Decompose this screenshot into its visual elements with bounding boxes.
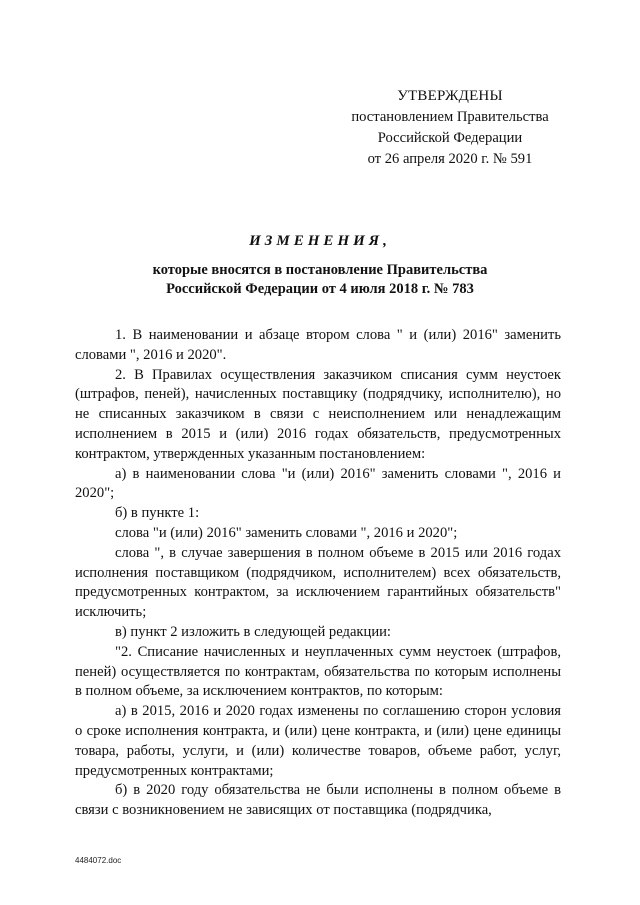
subtitle-line-2: Российской Федерации от 4 июля 2018 г. № 783 bbox=[166, 281, 474, 297]
paragraph: 1. В наименовании и абзаце втором слова " и (или) 2016" заменить словами ", 2016 и 2020". bbox=[75, 327, 561, 363]
document-title: ИЗМЕНЕНИЯ, bbox=[249, 233, 391, 249]
approval-line-1: постановлением Правительства bbox=[351, 109, 549, 125]
paragraph: б) в пункте 1: bbox=[115, 505, 200, 522]
paragraph: б) в 2020 году обязательства не были исполнены в полном объеме в связи с возникновением не зависящих от поставщика (подрядчика, bbox=[75, 782, 561, 819]
paragraph: а) в наименовании слова "и (или) 2016" заменить словами ", 2016 и 2020"; bbox=[75, 465, 561, 502]
document-body bbox=[75, 326, 561, 821]
file-name-footer: 4484072.doc bbox=[75, 856, 122, 865]
subtitle-line-1: которые вносятся в постановление Правительства bbox=[152, 262, 488, 278]
paragraph: слова "и (или) 2016" заменить словами ", 2016 и 2020"; bbox=[115, 524, 458, 541]
paragraph: 2. В Правилах осуществления заказчиком списания сумм неустоек (штрафов, пеней), начисленных поставщику (подрядчику, исполнителю), но не списанных заказчиком в связи с неисполнением или ненадлежащим исполнением в 2015 и (или) 2016 годах обязательств, предусмотренных контрактом, утвержденных указанным постановлением: bbox=[75, 366, 561, 462]
approval-line-2: Российской Федерации bbox=[377, 130, 523, 146]
approval-line-3: от 26 апреля 2020 г. № 591 bbox=[367, 151, 533, 167]
approval-block bbox=[330, 86, 570, 170]
paragraph: слова ", в случае завершения в полном объеме в 2015 или 2016 годах исполнения поставщиком (подрядчиком, исполнителем) всех обязательств, предусмотренных контрактом, за исключением гарантийных обязательств" исключить; bbox=[75, 544, 561, 621]
paragraph: "2. Списание начисленных и неуплаченных сумм неустоек (штрафов, пеней) осуществляется по контрактам, обязательства по которым исполнены в полном объеме, за исключением контрактов, по которым: bbox=[75, 643, 561, 700]
paragraph: а) в 2015, 2016 и 2020 годах изменены по соглашению сторон условия о сроке исполнения контракта, и (или) цене контракта, и (или) цене единицы товара, работы, услуги, и (или) количестве товаров, объеме работ, услуг, предусмотренных контрактами; bbox=[75, 703, 561, 779]
paragraph: в) пункт 2 изложить в следующей редакции: bbox=[115, 623, 391, 640]
document-subtitle bbox=[0, 261, 640, 299]
approval-heading: УТВЕРЖДЕНЫ bbox=[397, 88, 503, 104]
